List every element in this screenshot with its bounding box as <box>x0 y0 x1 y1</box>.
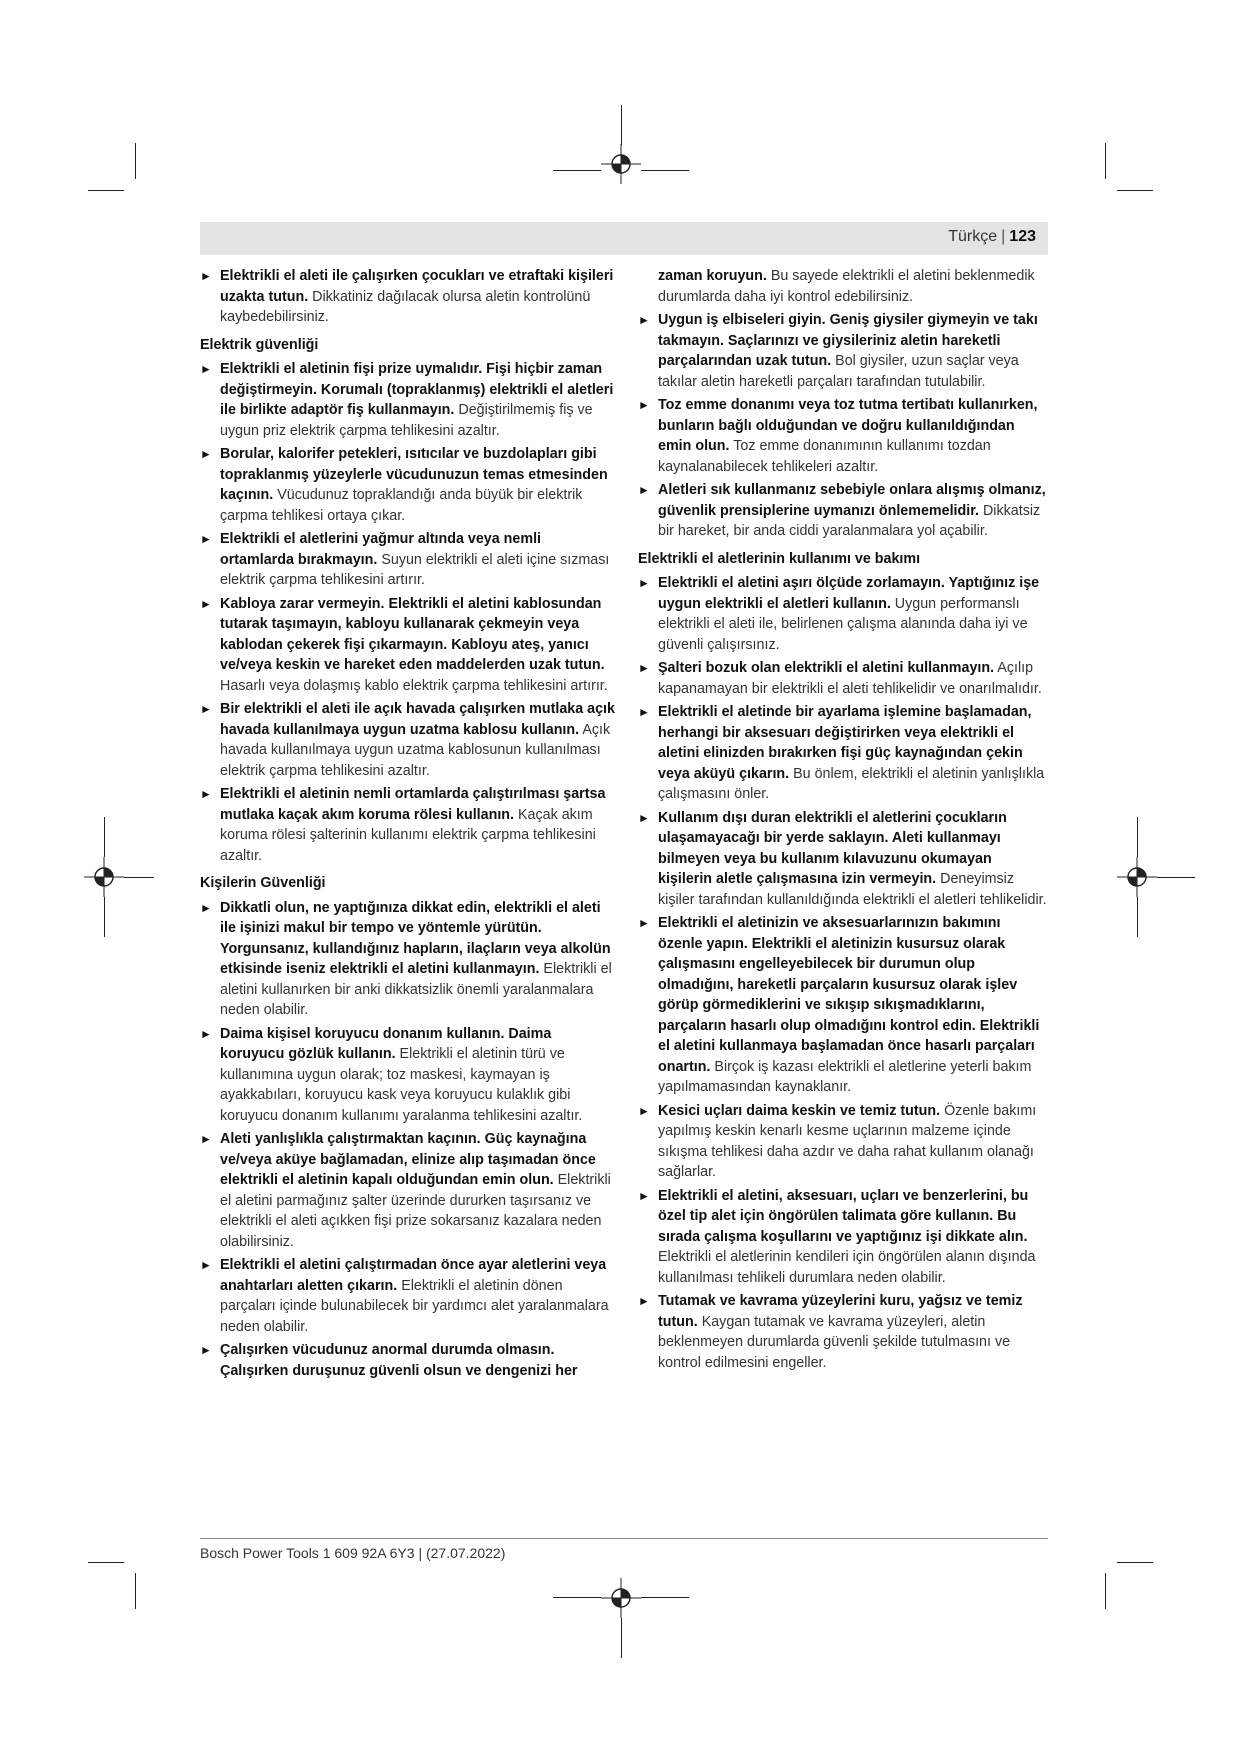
list-item <box>200 784 616 866</box>
item-explanation: Uygun performanslı elektrikli el aleti ile, belirlenen çalışma alanında daha iyi ve güvenli çalışırsınız. <box>658 595 1028 653</box>
list-item <box>638 573 1048 655</box>
crop-mark <box>104 817 105 857</box>
bullet-triangle-icon: ► <box>200 1343 212 1357</box>
item-instruction: Elektrikli el aleti ile çalışırken çocukları ve etraftaki kişileri uzakta tutun. <box>220 268 614 305</box>
header-separator: | <box>1001 228 1006 245</box>
bullet-triangle-icon: ► <box>638 313 650 327</box>
list-item <box>200 359 616 441</box>
bullet-triangle-icon: ► <box>638 810 650 825</box>
bullet-triangle-icon: ► <box>638 1294 650 1308</box>
bullet-triangle-icon: ► <box>200 900 212 915</box>
registration-mark-icon <box>601 1578 641 1618</box>
bullet-triangle-icon: ► <box>200 362 212 376</box>
item-instruction: Çalışırken vücudunuz anormal durumda olmasın. Çalışırken duruşunuz güvenli olsun ve dengenizi her <box>220 1342 578 1379</box>
list-item <box>638 913 1048 1098</box>
item-explanation: Kaygan tutamak ve kavrama yüzeyleri, aletin beklenmeyen durumlarda güvenli şekilde tutulmasını ve kontrol edilmesini engeller. <box>658 1313 1011 1371</box>
left-column <box>200 266 616 1384</box>
item-instruction: Şalteri bozuk olan elektrikli el aletini kullanmayın. <box>658 660 995 676</box>
item-explanation: Elektrikli el aletini kullanırken bir anki dikkatsizlik önemli yaralanmalara neden olabilir. <box>220 961 612 1018</box>
item-instruction: Aleti yanlışlıkla çalıştırmaktan kaçının. Güç kaynağına ve/veya aküye bağlamadan, elinize alıp taşımadan önce elektrikli el aletinin kapalı olduğundan emin olun. <box>220 1131 596 1188</box>
section-heading: Elektrik güvenliği <box>200 336 319 353</box>
item-explanation: Bu önlem, elektrikli el aletinin yanlışlıkla çalışmasını önler. <box>658 765 1045 802</box>
list-item <box>638 1186 1048 1289</box>
header-text <box>948 228 1036 246</box>
crop-mark <box>1117 190 1153 191</box>
list-item <box>638 658 1048 699</box>
item-explanation: Elektrikli el aletlerinin kendileri için öngörülen alanın dışında kullanılması tehlikeli durumlara neden olabilir. <box>658 1249 1036 1286</box>
item-explanation: Toz emme donanımının kullanımı tozdan kaynalanabilecek tehlikeleri azaltır. <box>658 438 991 475</box>
crop-mark <box>621 105 622 145</box>
page-header <box>200 222 1048 255</box>
crop-mark <box>641 1597 689 1598</box>
bullet-triangle-icon: ► <box>638 398 650 412</box>
item-instruction: zaman koruyun. <box>658 268 767 284</box>
crop-mark <box>88 190 124 191</box>
page-number: 123 <box>1009 228 1036 245</box>
header-section: Türkçe <box>948 228 998 245</box>
crop-mark <box>1117 1562 1153 1563</box>
bullet-triangle-icon: ► <box>200 447 212 461</box>
crop-mark <box>621 1618 622 1658</box>
item-instruction: Elektrikli el aletinde bir ayarlama işlemine başlamadan, herhangi bir aksesuarı değiştirirken veya elektrikli el aletini elinizden bırakırken fişi güç kaynağından çekin veya aküyü çıkarın. <box>658 704 1032 782</box>
item-explanation: Özenle bakımı yapılmış keskin kenarlı kesme uçlarının malzeme içinde sıkışma tehlikesi daha azdır ve daha rahat kullanım olanağı sağlarlar. <box>658 1102 1037 1180</box>
crop-mark <box>1157 877 1195 878</box>
bullet-triangle-icon: ► <box>638 576 650 590</box>
registration-mark-icon <box>1117 857 1157 897</box>
item-instruction: Elektrikli el aletlerini yağmur altında veya nemli ortamlarda bırakmayın. <box>220 531 542 568</box>
item-explanation: Dikkatiniz dağılacak olursa aletin kontrolünü kaybedebilirsiniz. <box>220 288 591 325</box>
item-explanation: Açık havada kullanılmaya uygun uzatma kablosunun kullanılması elektrik çarpma tehlikesini azaltır. <box>220 721 611 779</box>
list-item <box>200 1255 616 1337</box>
item-instruction: Toz emme donanımı veya toz tutma tertibatı kullanırken, bunların bağlı olduğundan ve doğru kullanıldığından emin olun. <box>658 397 1038 454</box>
item-instruction: Elektrikli el aletini çalıştırmadan önce ayar aletlerini veya anahtarları aletten çıkarın. <box>220 1257 607 1294</box>
bullet-triangle-icon: ► <box>638 1103 650 1118</box>
list-item <box>200 898 616 1021</box>
bullet-triangle-icon: ► <box>200 1258 212 1272</box>
footer-text: Bosch Power Tools 1 609 92A 6Y3 | (27.07.2022) <box>200 1545 506 1561</box>
item-instruction: Tutamak ve kavrama yüzeylerini kuru, yağsız ve temiz tutun. <box>658 1293 1023 1330</box>
item-instruction: Elektrikli el aletini, aksesuarı, uçları ve benzerlerini, bu özel tip alet için öngörülen talimata göre kullanın. Bu sırada çalışma koşullarını ve yaptığınız işi dikkate alın. <box>658 1187 1029 1245</box>
bullet-triangle-icon: ► <box>638 483 650 497</box>
item-explanation: Suyun elektrikli el aleti içine sızması elektrik çarpma tehlikesini artırır. <box>220 551 610 588</box>
item-instruction: Elektrikli el aletinin fişi prize uymalıdır. Fişi hiçbir zaman değiştirmeyin. Korumalı (topraklanmış) elektrikli el aletleri ile birlikte adaptör fiş kullanmayın. <box>220 361 614 418</box>
list-item <box>200 699 616 781</box>
list-item <box>638 702 1048 805</box>
item-explanation: Kaçak akım koruma rölesi şalterinin kullanımı elektrik çarpma tehlikesini azaltır. <box>220 806 596 864</box>
list-item <box>638 1101 1048 1183</box>
crop-mark <box>641 170 689 171</box>
crop-mark <box>1105 1573 1106 1609</box>
item-explanation: Vücudunuz topraklandığı anda büyük bir elektrik çarpma tehlikesi ortaya çıkar. <box>220 487 583 524</box>
bullet-triangle-icon: ► <box>200 269 212 283</box>
item-explanation: Açılıp kapanamayan bir elektrikli el aleti tehlikelidir ve onarılmalıdır. <box>658 660 1042 697</box>
crop-mark <box>135 1573 136 1609</box>
item-explanation: Değiştirilmemiş fiş ve uygun priz elektrik çarpma tehlikesini azaltır. <box>220 402 593 439</box>
item-explanation: Bol giysiler, uzun saçlar veya takılar aletin hareketli parçaları tarafından tutulabilir. <box>658 353 1019 390</box>
list-item <box>200 1340 616 1381</box>
item-explanation: Elektrikli el aletini parmağınız şalter üzerinde dururken taşırsanız ve elektrikli el aleti açıkken fişi prize sokarsanız kazalara neden olabilirsiniz. <box>220 1172 611 1250</box>
list-item <box>200 444 616 526</box>
bullet-triangle-icon: ► <box>638 661 650 675</box>
item-instruction: Uygun iş elbiseleri giyin. Geniş giysiler giymeyin ve takı takmayın. Saçlarınızı ve giysileriniz aletin hareketli parçalarından uzak tutun. <box>658 312 1038 369</box>
item-instruction: Elektrikli el aletini aşırı ölçüde zorlamayın. Yaptığınız işe uygun elektrikli el aletleri kullanın. <box>658 575 1040 612</box>
bullet-triangle-icon: ► <box>200 1026 212 1041</box>
crop-mark <box>1137 817 1138 857</box>
footer-rule <box>200 1538 1048 1539</box>
item-instruction: Kullanım dışı duran elektrikli el aletlerini çocukların ulaşamayacağı bir yerde saklayın. Aleti kullanmayı bilmeyen veya bu kullanım kılavuzunu okumayan kişilerin aletle çalışmasına izin vermeyin. <box>658 809 1007 887</box>
item-instruction: Kabloya zarar vermeyin. Elektrikli el aletini kablosundan tutarak taşımayın, kabloyu kullanarak çekmeyin veya kablodan çekerek fişi çıkarmayın. Kabloyu ateş, yanıcı ve/veya keskin ve hareket eden maddelerden uzak tutun. <box>220 595 605 673</box>
registration-mark-icon <box>84 857 124 897</box>
list-item <box>200 1024 616 1127</box>
item-explanation: Bu sayede elektrikli el aletini beklenmedik durumlarda daha iyi kontrol edebilirsiniz. <box>658 268 1035 305</box>
list-item <box>638 395 1048 477</box>
right-column <box>638 266 1048 1376</box>
item-explanation: Dikkatsiz bir hareket, bir anda ciddi yaralanmalara yol açabilir. <box>658 502 1041 539</box>
bullet-triangle-icon: ► <box>200 532 212 546</box>
list-item-continued <box>638 266 1048 307</box>
bullet-triangle-icon: ► <box>200 596 212 611</box>
crop-mark <box>553 1597 601 1598</box>
item-explanation: Birçok iş kazası elektrikli el aletlerine yeterli bakım yapılmamasından kaynaklanır. <box>658 1058 1032 1095</box>
crop-mark <box>135 143 136 179</box>
list-item <box>200 594 616 697</box>
item-instruction: Aletleri sık kullanmanız sebebiyle onlara alışmış olmanız, güvenlik prensiplerine uymanızı önlememelidir. <box>658 482 1046 519</box>
bullet-triangle-icon: ► <box>638 916 650 930</box>
list-item <box>200 529 616 591</box>
list-item <box>638 480 1048 542</box>
list-item <box>638 808 1048 911</box>
crop-mark <box>553 170 601 171</box>
item-explanation: Hasarlı veya dolaşmış kablo elektrik çarpma tehlikesini artırır. <box>220 677 608 694</box>
item-instruction: Borular, kalorifer petekleri, ısıtıcılar ve buzdolapları gibi topraklanmış yüzeylerle vücudunuzun temas etmesinden kaçının. <box>220 446 608 503</box>
crop-mark <box>104 897 105 937</box>
item-explanation: Deneyimsiz kişiler tarafından kullanıldığında elektrikli el aletleri tehlikelidir. <box>658 871 1047 908</box>
list-item <box>638 310 1048 392</box>
list-item <box>638 1291 1048 1373</box>
item-instruction: Dikkatli olun, ne yaptığınıza dikkat edin, elektrikli el aleti ile işinizi makul bir tempo ve yöntemle yürütün. Yorgunsanız, kullandığınız hapların, ilaçların veya alkolün etkisinde iseniz elektrikli el aletini kullanmayın. <box>220 899 611 977</box>
item-instruction: Elektrikli el aletinizin ve aksesuarlarınızın bakımını özenle yapın. Elektrikli el aletinizin kusursuz olarak çalışmasını engelleyebilecek bir durumun olup olmadığını, hareketli parçaların kusursuz olarak işlev görüp görmediklerini ve sıkışıp sıkışmadıklarını, parçaların hasarlı olup olmadığını kontrol edin. Elektrikli el aletini kullanmaya başlamadan önce hasarlı parçaları onartın. <box>658 915 1040 1075</box>
list-item <box>200 1129 616 1252</box>
item-instruction: Elektrikli el aletinin nemli ortamlarda çalıştırılması şartsa mutlaka kaçak akım koruma rölesi kullanın. <box>220 786 606 823</box>
section-heading: Elektrikli el aletlerinin kullanımı ve bakımı <box>638 550 921 567</box>
item-explanation: Elektrikli el aletinin dönen parçaları içinde bulunabilecek bir yardımcı alet yaralanmalara neden olabilir. <box>220 1277 609 1335</box>
section-heading: Kişilerin Güvenliği <box>200 875 326 891</box>
registration-mark-icon <box>601 144 641 184</box>
crop-mark <box>88 1562 124 1563</box>
list-item <box>200 266 616 328</box>
item-explanation: Elektrikli el aletinin türü ve kullanımına uygun olarak; toz maskesi, kaymayan iş ayakkabıları, koruyucu kask veya koruyucu kulaklık gibi koruyucu donanım kullanımı yaralanma tehlikesini azaltır. <box>220 1046 583 1124</box>
bullet-triangle-icon: ► <box>200 702 212 716</box>
crop-mark <box>124 877 154 878</box>
bullet-triangle-icon: ► <box>638 705 650 719</box>
item-instruction: Daima kişisel koruyucu donanım kullanın. Daima koruyucu gözlük kullanın. <box>220 1025 552 1062</box>
bullet-triangle-icon: ► <box>638 1188 650 1203</box>
bullet-triangle-icon: ► <box>200 1132 212 1146</box>
crop-mark <box>1137 897 1138 937</box>
item-instruction: Kesici uçları daima keskin ve temiz tutun. <box>658 1102 941 1119</box>
item-instruction: Bir elektrikli el aleti ile açık havada çalışırken mutlaka açık havada kullanılmaya uygun uzatma kablosu kullanın. <box>220 701 615 738</box>
crop-mark <box>1105 143 1106 179</box>
bullet-triangle-icon: ► <box>200 787 212 801</box>
